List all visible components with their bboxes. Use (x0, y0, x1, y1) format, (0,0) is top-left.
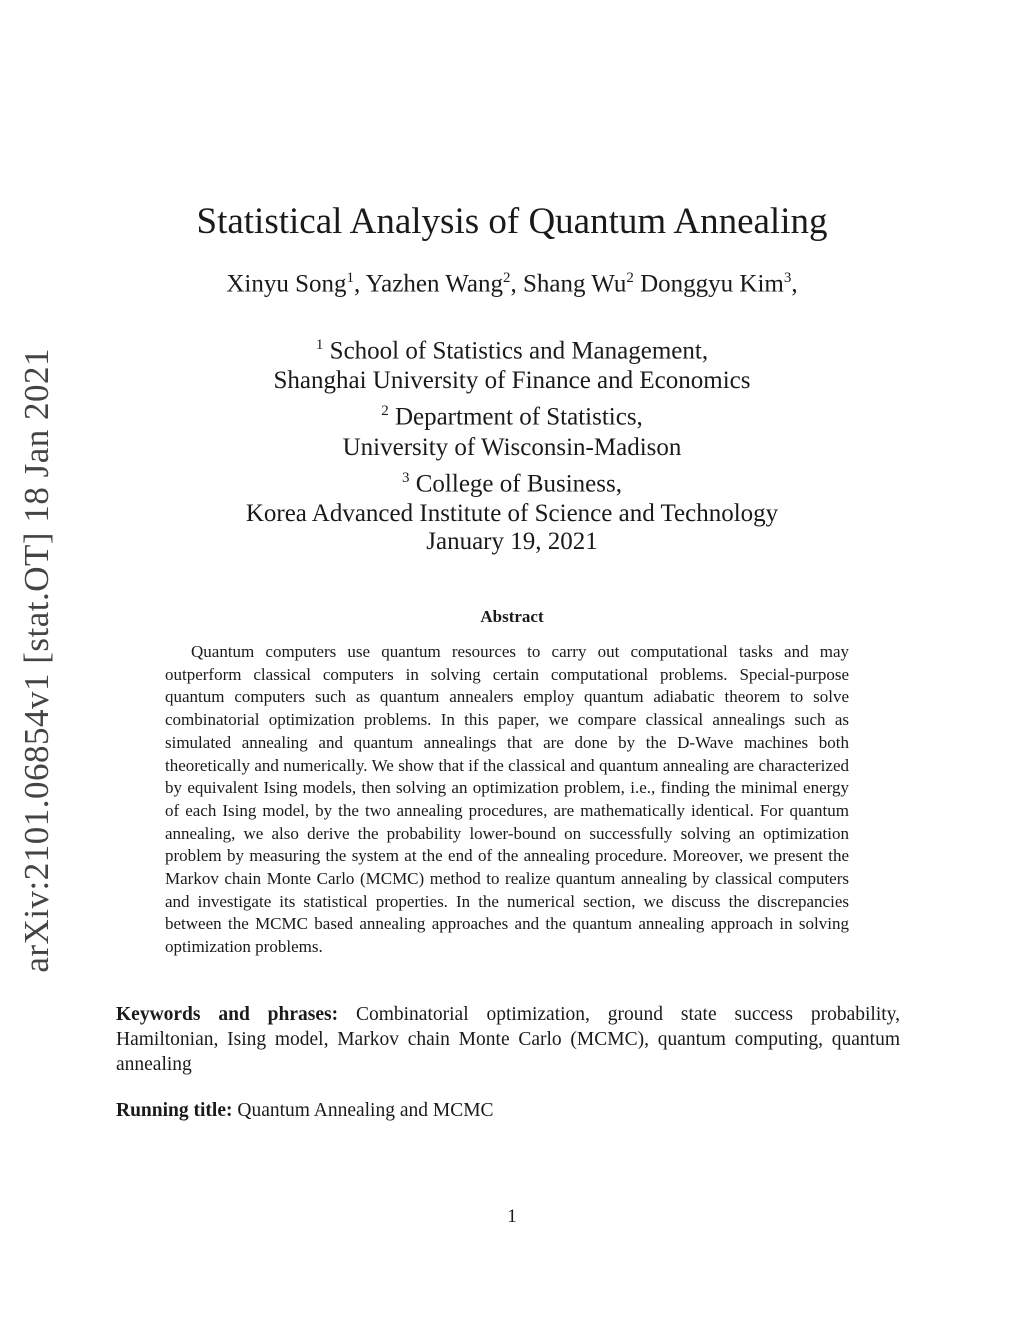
page-number: 1 (507, 1206, 517, 1227)
affiliation-3-line2: Korea Advanced Institute of Science and Technology (245, 499, 779, 527)
affiliation-2-line2: University of Wisconsin-Madison (342, 433, 682, 461)
affiliation-1-line2: Shanghai University of Finance and Economics (273, 367, 751, 395)
abstract-heading: Abstract (480, 607, 544, 626)
author-affiliation-mark: 2 (626, 270, 634, 286)
author-list: Xinyu Song$^1$, Yazhen Wang$^2$, Shang Wu$^2$ Donggyu Kim$^3$, (226, 270, 798, 298)
affiliation-3-line1: $^3$ College of Business, (402, 469, 622, 497)
affiliation-1-line1: $^1$ School of Statistics and Management, (315, 337, 709, 365)
author-name: Yazhen Wang (365, 270, 503, 298)
keywords-text: Combinatorial optimization, ground state success probability, Hamiltonian, Ising model, Markov chain Monte Carlo (MCMC), quantum computing, quantum annealing (116, 1004, 901, 1075)
author-name: Xinyu Song (226, 270, 347, 298)
paper-title: Statistical Analysis of Quantum Annealing (196, 201, 828, 242)
author-affiliation-mark: 1 (346, 270, 355, 286)
keywords-label: Keywords and phrases: (116, 1004, 339, 1025)
author-name: Donggyu Kim (640, 270, 784, 298)
publication-date: January 19, 2021 (426, 528, 598, 555)
author-affiliation-mark: 2 (502, 270, 511, 286)
author-name: Shang Wu (522, 270, 627, 298)
affiliation-2-line1: $^2$ Department of Statistics, (381, 403, 643, 431)
running-title-label: Running title: (116, 1100, 233, 1121)
running-title-paragraph (116, 1098, 494, 1123)
author-affiliation-mark: 3 (783, 270, 792, 286)
arxiv-identifier: arXiv:2101.06854v1 [stat.OT] 18 Jan 2021 (17, 347, 56, 973)
keywords-paragraph (116, 1002, 900, 1077)
affiliation-block (0, 330, 1024, 529)
abstract-text: Quantum computers use quantum resources to carry out computational tasks and may outperform classical computers in solving certain computational problems. Special-purpose quantum computers such as quantum annealers employ quantum adiabatic theorem to solve combinatorial optimization problems. In this paper, we compare classical annealings such as simulated annealing and quantum annealings that are done by the D-Wave machines both theoretically and numerically. We show that if the classical and quantum annealing are characterized by equivalent Ising models, then solving an optimization problem, i.e., finding the minimal energy of each Ising model, by the two annealing procedures, are mathematically identical. For quantum annealing, we also derive the probability lower-bound on successfully solving an optimization problem by measuring the system at the end of the annealing procedure. Moreover, we present the Markov chain Monte Carlo (MCMC) method to realize quantum annealing by classical computers and investigate its statistical properties. In the numerical section, we discuss the discrepancies between the MCMC based annealing approaches and the quantum annealing approach in solving optimization problems. (165, 642, 849, 957)
running-title-text: Quantum Annealing and MCMC (237, 1100, 494, 1121)
